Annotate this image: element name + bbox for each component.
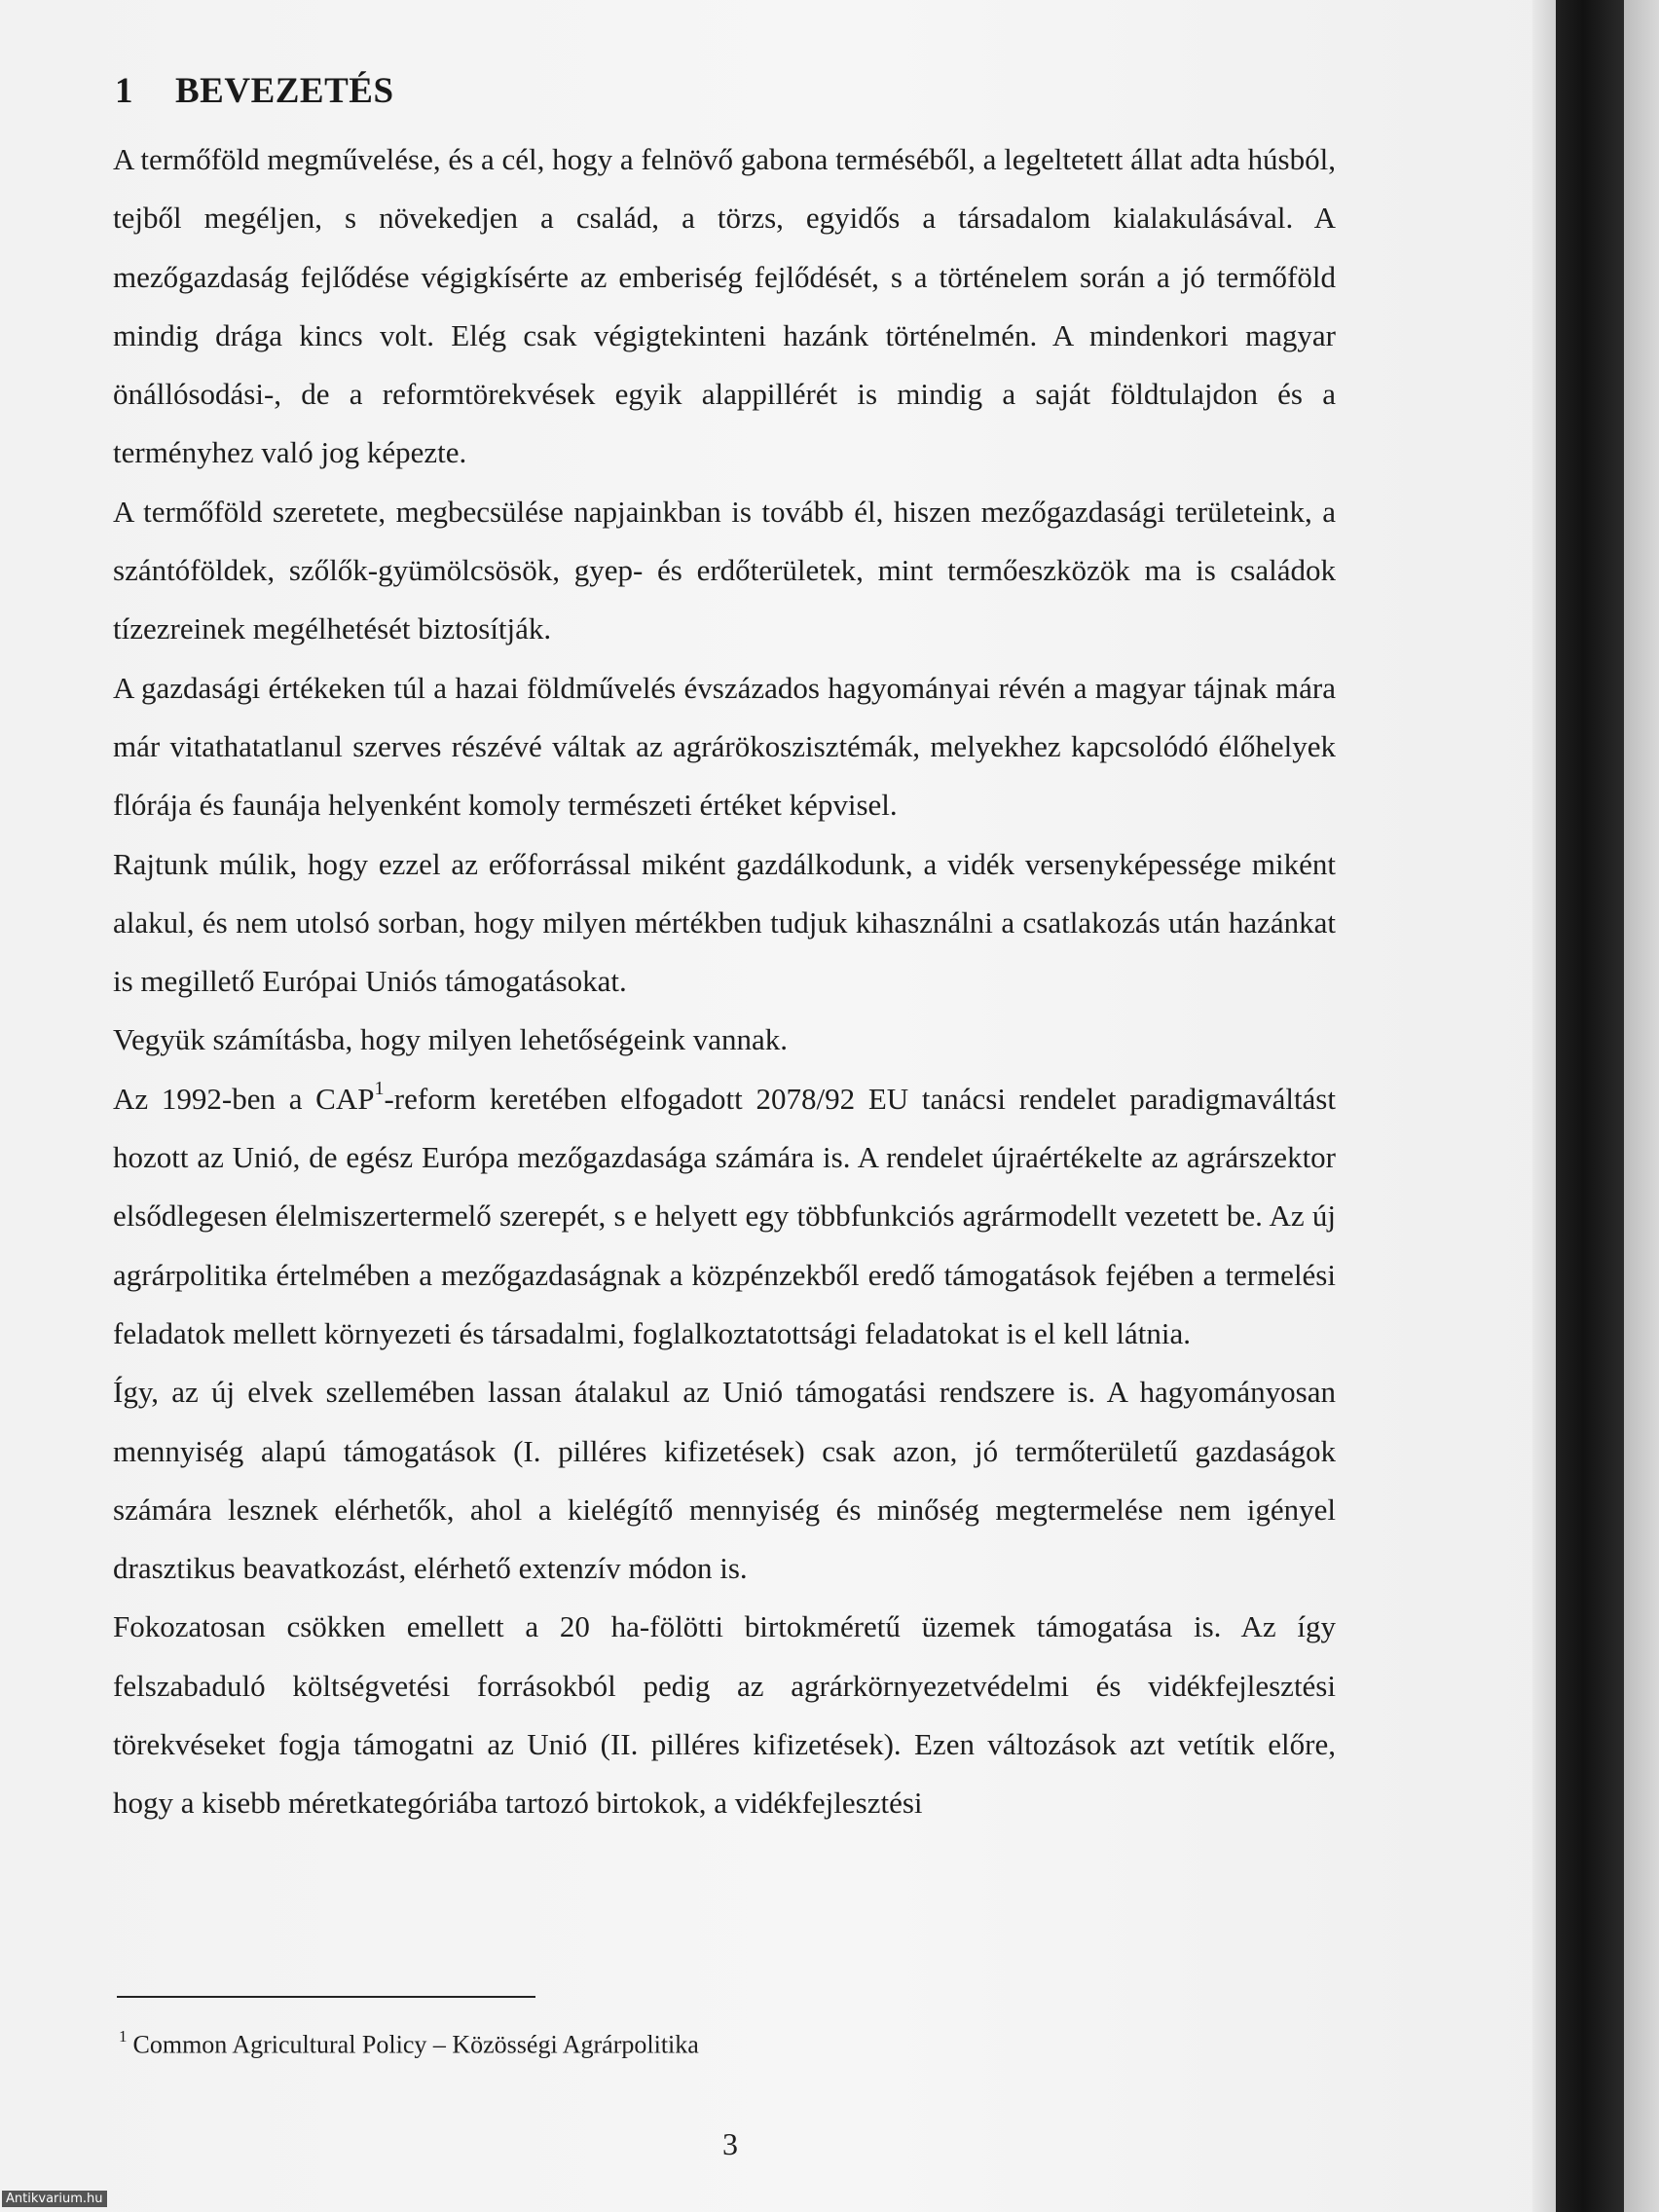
footnote-marker: 1	[119, 2027, 128, 2046]
paragraph: A gazdasági értékeken túl a hazai földművelés évszázados hagyományai révén a magyar tájnak mára már vitathatatlanul szerves részévé váltak az agrárökoszisztémák, melyekhez kapcsolódó élőhelyek flórája és faunája helyenként komoly természeti értéket képvisel.	[113, 670, 1336, 823]
footnote	[119, 2029, 699, 2060]
paragraph: A termőföld megművelése, és a cél, hogy a felnövő gabona terméséből, a legeltetett állat adta húsból, tejből megéljen, s növekedjen a család, a törzs, egyidős a társadalom kialakulásával. A mezőgazdaság fejlődése végigkísérte az emberiség fejlődését, s a történelem során a jó termőföld mindig drága kincs volt. Elég csak végigtekinteni hazánk történelmén. A mindenkori magyar önállósodási-, de a reformtörekvések egyik alappillérét is mindig a saját földtulajdon és a terményhez való jog képezte.	[113, 142, 1336, 470]
paragraph: Így, az új elvek szellemében lassan átalakul az Unió támogatási rendszere is. A hagyományosan mennyiség alapú támogatások (I. pilléres kifizetések) csak azon, jó termőterületű gazdaságok számára lesznek elérhetők, ahol a kielégítő mennyiség és minőség megtermelése nem igényel drasztikus beavatkozást, elérhető extenzív módon is.	[113, 1375, 1336, 1586]
paragraph: Vegyük számításba, hogy milyen lehetőségeink vannak.	[113, 1022, 789, 1057]
body-text	[113, 130, 1336, 1833]
chapter-number: 1	[115, 71, 133, 111]
cap-text-before: Az 1992-ben a CAP	[113, 1081, 375, 1116]
paragraph: Rajtunk múlik, hogy ezzel az erőforrással miként gazdálkodunk, a vidék versenyképessége miként alakul, és nem utolsó sorban, hogy milyen mértékben tudjuk kihasználni a csatlakozás után hazánkat is megillető Európai Uniós támogatásokat.	[113, 846, 1336, 999]
footnote-separator	[117, 1996, 535, 1998]
footnote-reference: 1	[374, 1078, 385, 1100]
page-number: 3	[722, 2126, 738, 2161]
paragraph: Fokozatosan csökken emellett a 20 ha-fölötti birtokméretű üzemek támogatása is. Az így felszabaduló költségvetési forrásokból pedig az agrárkörnyezetvédelmi és vidékfejlesztési törekvéseket fogja támogatni az Unió (II. pilléres kifizetések). Ezen változások azt vetítik előre, hogy a kisebb méretkategóriába tartozó birtokok, a vidékfejlesztési	[113, 1609, 1336, 1821]
binder-spine	[1556, 0, 1624, 2212]
cap-text-after: -reform keretében elfogadott 2078/92 EU tanácsi rendelet paradigmaváltást hozott az Unió, de egész Európa mezőgazdasága számára is. A rendelet újraértékelte az agrárszektor elsődlegesen élelmiszertermelő szerepét, s e helyett egy többfunkciós agrármodellt vezetett be. Az új agrárpolitika értelmében a mezőgazdaságnak a közpénzekből eredő támogatások fejében a termelési feladatok mellett környezeti és társadalmi, foglalkoztatottsági feladatokat is el kell látnia.	[113, 1081, 1336, 1350]
paragraph: A termőföld szeretete, megbecsülése napjainkban is tovább él, hiszen mezőgazdasági területeink, a szántóföldek, szőlők-gyümölcsösök, gyep- és erdőterületek, mint termőeszközök ma is családok tízezreinek megélhetését biztosítják.	[113, 494, 1336, 646]
page-edge	[1532, 0, 1556, 2212]
paragraph-cap	[113, 1070, 1336, 1363]
background-right	[1624, 0, 1659, 2212]
chapter-title: BEVEZETÉS	[175, 71, 394, 111]
footnote-text: Common Agricultural Policy – Közösségi Agrárpolitika	[132, 2030, 699, 2059]
watermark: Antikvarium.hu	[2, 2191, 107, 2207]
chapter-heading	[115, 70, 394, 112]
